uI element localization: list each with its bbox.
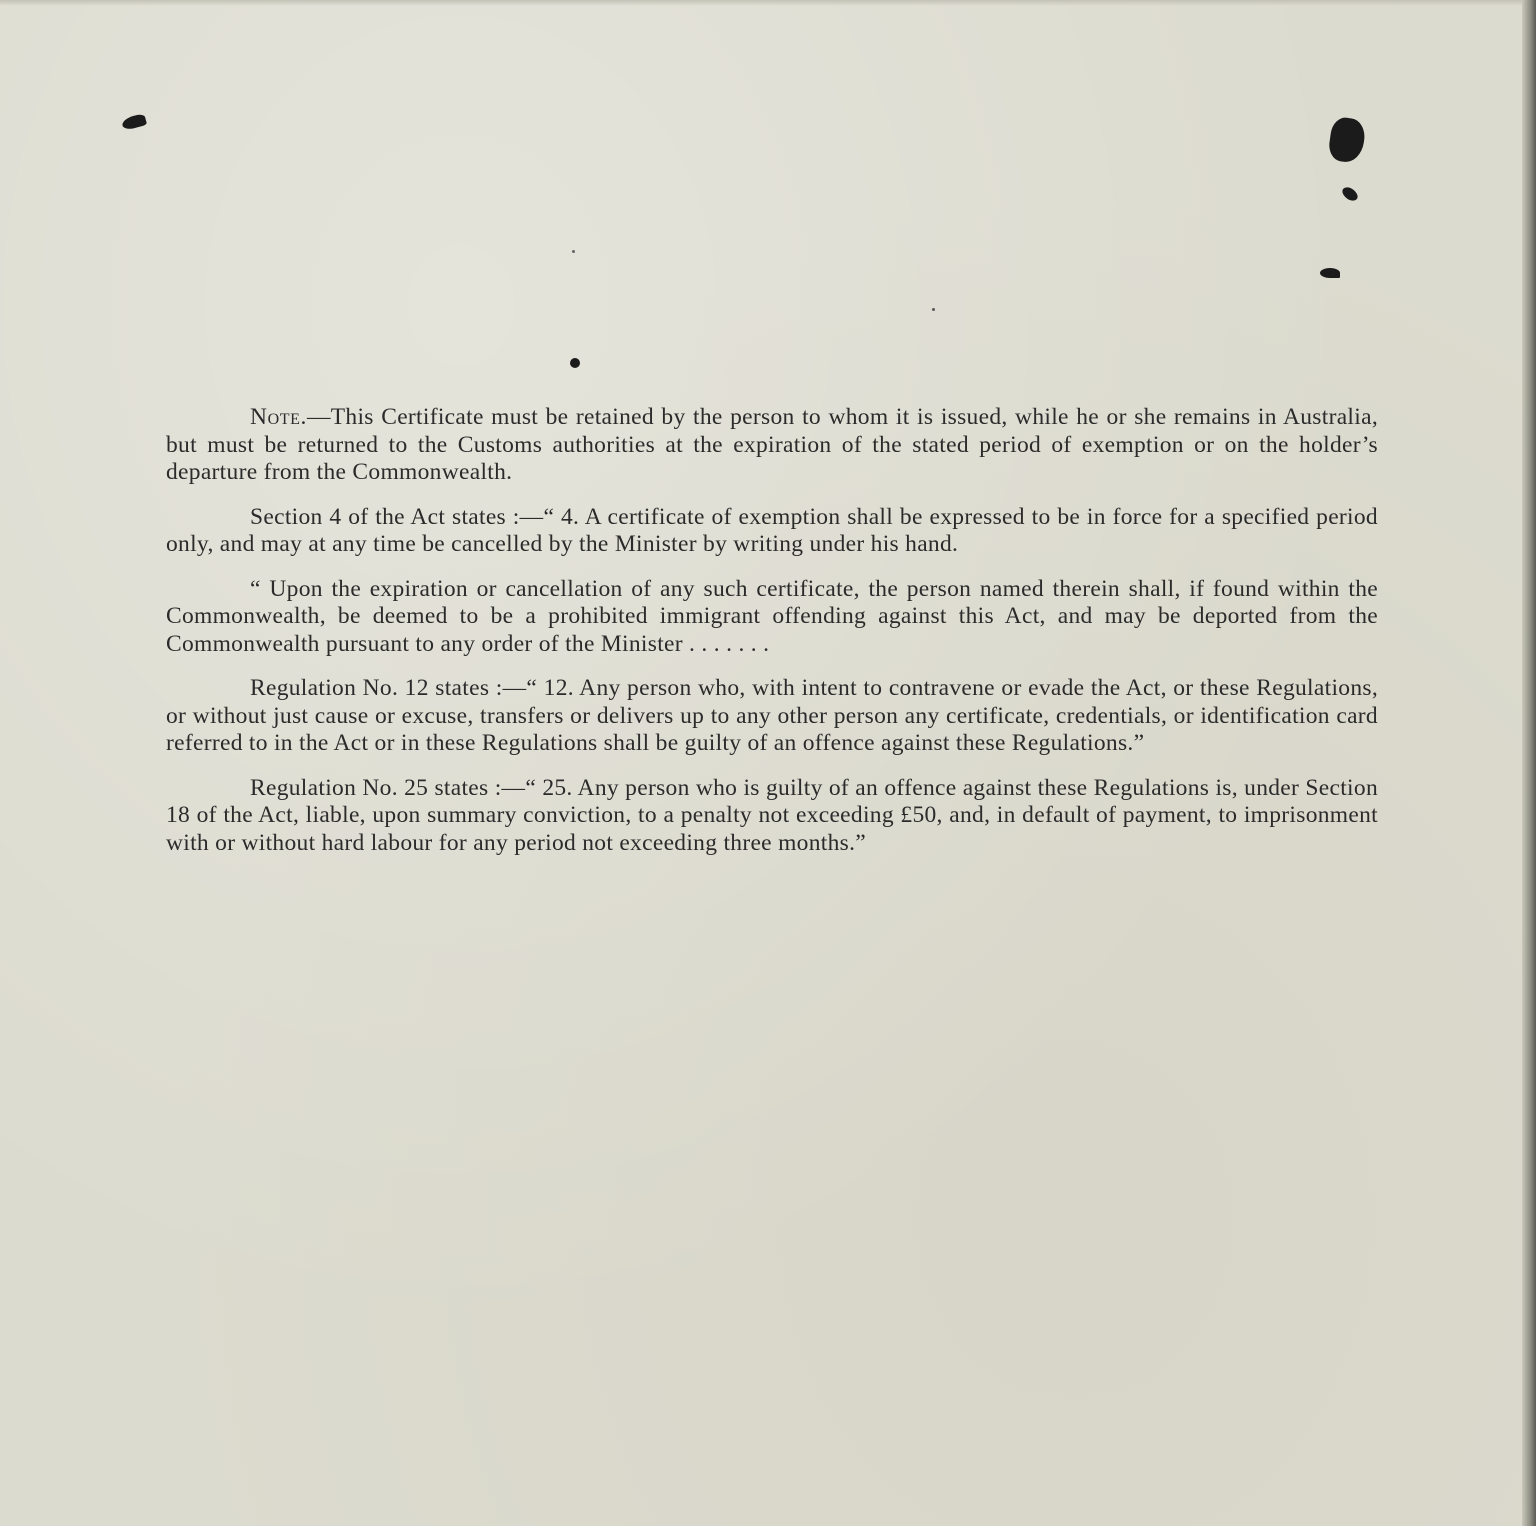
page-top-edge (0, 0, 1536, 6)
expiration-body: “ Upon the expiration or cancellation of any such certificate, the person named therein shall, if found within the Commonwealth, be deemed to be a prohibited immigrant offending against this Act, and may be deported from the Commonwealth pursuant to any order of the Minister . . . . . . . (166, 575, 1378, 657)
ink-blot-mark (121, 113, 147, 131)
page-right-edge (1522, 0, 1536, 1526)
note-body: —This Certificate must be retained by the person to whom it is issued, while he or she remains in Australia, but must be returned to the Customs authorities at the expiration of the stated period of exemption or on the holder’s departure from the Commonwealth. (166, 404, 1378, 485)
ink-dot-mark (570, 358, 580, 368)
regulation-25-body: Regulation No. 25 states :—“ 25. Any person who is guilty of an offence against these Regulations is, under Section 18 of the Act, liable, upon summary conviction, to a penalty not exceeding £50, and, in default of payment, to imprisonment with or without hard labour for any period not exceeding three months.” (166, 774, 1378, 856)
section-4-paragraph (166, 504, 1378, 559)
regulation-12-body: Regulation No. 12 states :—“ 12. Any person who, with intent to contravene or evade the Act, or these Regulations, or without just cause or excuse, transfers or delivers up to any other person any certificate, credentials, or identification card referred to in the Act or in these Regulations shall be guilty of an offence against these Regulations.” (166, 675, 1378, 756)
ink-blot-mark (1320, 268, 1340, 278)
note-lead: Note. (250, 404, 307, 430)
ink-dot-mark (572, 250, 575, 253)
expiration-paragraph (166, 576, 1378, 659)
ink-dot-mark (932, 308, 935, 311)
ink-blot-mark (1341, 184, 1359, 204)
note-paragraph (166, 404, 1378, 487)
regulation-25-paragraph (166, 775, 1378, 858)
ink-blot-mark (1327, 116, 1367, 164)
section-4-body: Section 4 of the Act states :—“ 4. A certificate of exemption shall be expressed to be in force for a specified period only, and may at any time be cancelled by the Minister by writing under his hand. (166, 503, 1378, 557)
certificate-note-text (166, 404, 1378, 874)
regulation-12-paragraph (166, 675, 1378, 758)
